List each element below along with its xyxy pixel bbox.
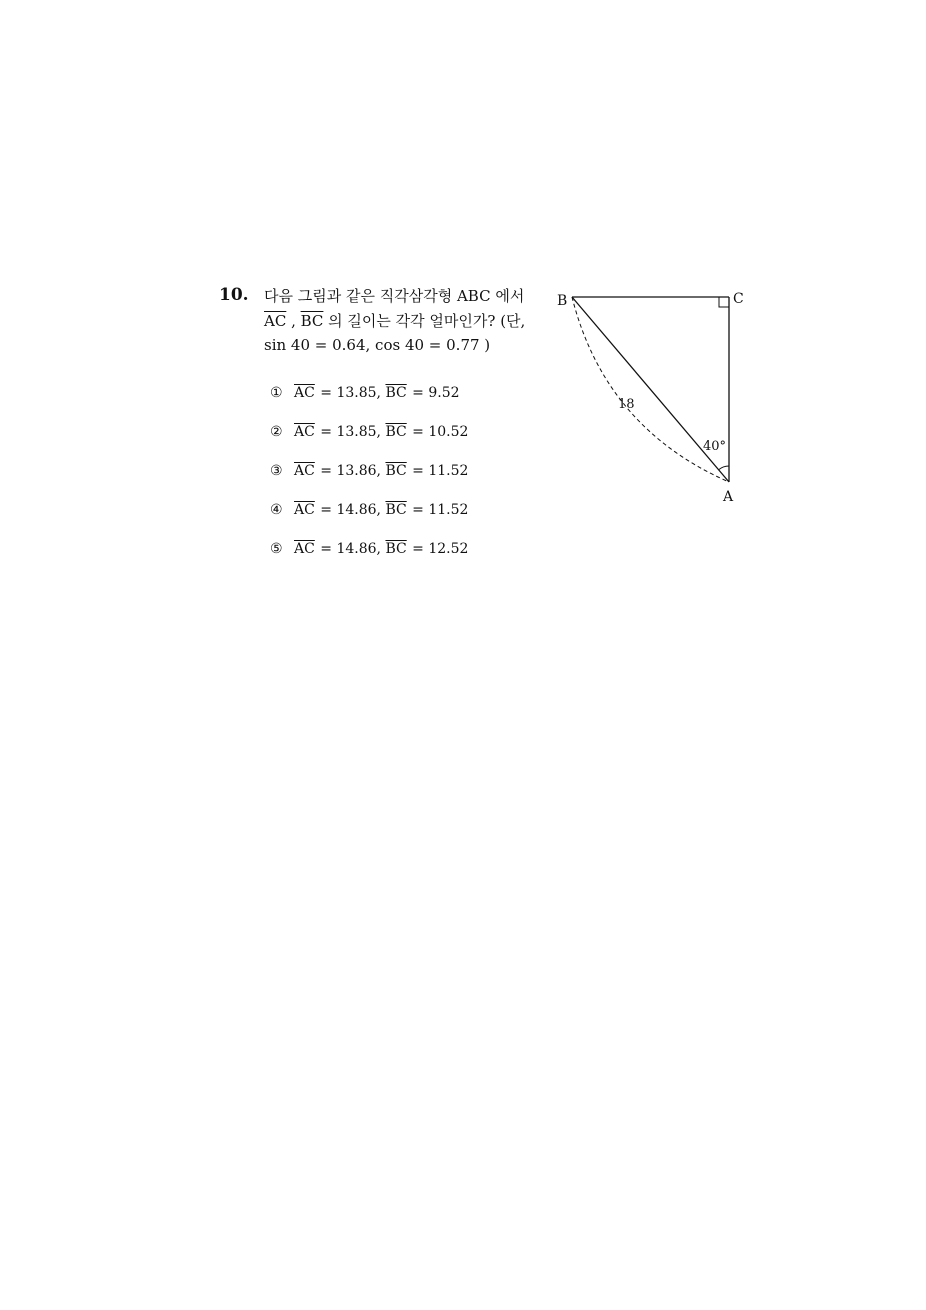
stem-line-2-rest: 의 길이는 각각 얼마인가? (단, bbox=[323, 311, 526, 330]
choice-bc-value: = 10.52 bbox=[407, 424, 469, 440]
choice-bc-label: $\overline{BC}$ bbox=[385, 541, 407, 557]
choice-bc-label: $\overline{BC}$ bbox=[385, 502, 407, 518]
angle-label-a: 40° bbox=[703, 439, 727, 454]
choice-marker: ⑤ bbox=[270, 541, 283, 557]
vertex-label-b: B bbox=[557, 293, 568, 309]
choice-ac-value: = 14.86, bbox=[315, 541, 386, 557]
vertex-label-a: A bbox=[723, 489, 734, 505]
choice-bc-label: $\overline{BC}$ bbox=[385, 463, 407, 479]
choice-bc-value: = 12.52 bbox=[407, 541, 469, 557]
question-stem bbox=[264, 284, 554, 358]
choice-ac-value: = 13.86, bbox=[315, 463, 386, 479]
choice-marker: ① bbox=[270, 385, 283, 401]
choice-marker: ② bbox=[270, 424, 283, 440]
choice-ac-value: = 13.85, bbox=[315, 424, 386, 440]
choice-marker: ④ bbox=[270, 502, 283, 518]
choice-1[interactable] bbox=[270, 385, 460, 401]
choice-ac-label: $\overline{AC}$ bbox=[294, 502, 315, 518]
choice-ac-value: = 14.86, bbox=[315, 502, 386, 518]
choice-bc-label: $\overline{BC}$ bbox=[385, 385, 407, 401]
stem-line-2 bbox=[264, 309, 554, 334]
question-number: 10. bbox=[219, 285, 249, 305]
segment-ac: $\overline{AC}$ bbox=[264, 311, 287, 330]
choice-ac-label: $\overline{AC}$ bbox=[294, 424, 315, 440]
choice-bc-label: $\overline{BC}$ bbox=[385, 424, 407, 440]
stem-separator: , bbox=[286, 311, 301, 330]
length-label: 18 bbox=[618, 397, 635, 412]
stem-line-1: 다음 그림과 같은 직각삼각형 ABC 에서 bbox=[264, 287, 525, 305]
triangle-figure bbox=[550, 283, 750, 508]
choice-bc-value: = 11.52 bbox=[407, 502, 469, 518]
choice-bc-value: = 11.52 bbox=[407, 463, 469, 479]
choice-ac-value: = 13.85, bbox=[315, 385, 386, 401]
choice-ac-label: $\overline{AC}$ bbox=[294, 541, 315, 557]
choice-ac-label: $\overline{AC}$ bbox=[294, 463, 315, 479]
triangle-diagram bbox=[550, 283, 750, 508]
right-angle-marker bbox=[719, 297, 729, 307]
choice-5[interactable] bbox=[270, 541, 468, 557]
segment-bc: $\overline{BC}$ bbox=[300, 311, 324, 330]
side-ab bbox=[572, 297, 729, 482]
angle-arc-a bbox=[719, 466, 729, 470]
vertex-label-c: C bbox=[733, 291, 744, 307]
choice-2[interactable] bbox=[270, 424, 468, 440]
choice-4[interactable] bbox=[270, 502, 468, 518]
stem-line-3: sin 40 = 0.64, cos 40 = 0.77 ) bbox=[264, 336, 491, 354]
choice-3[interactable] bbox=[270, 463, 468, 479]
choice-marker: ③ bbox=[270, 463, 283, 479]
choice-ac-label: $\overline{AC}$ bbox=[294, 385, 315, 401]
choice-bc-value: = 9.52 bbox=[407, 385, 460, 401]
